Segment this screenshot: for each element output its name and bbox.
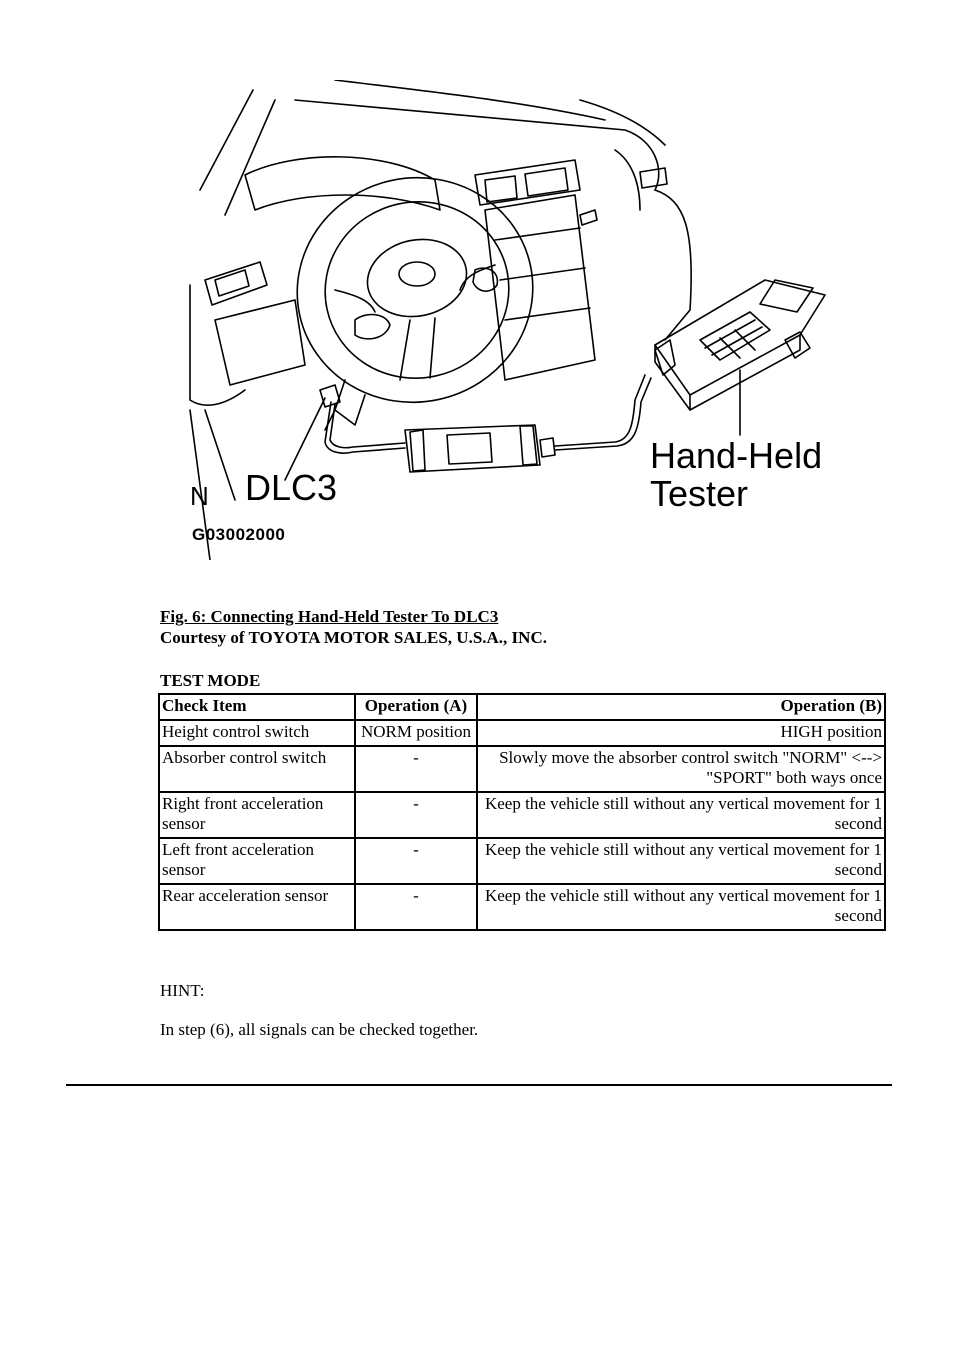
cell-operation-b: Slowly move the absorber control switch "NORM" <--> "SPORT" both ways once xyxy=(477,746,885,792)
switch-pad xyxy=(355,315,390,339)
tester-label-line2: Tester xyxy=(650,473,749,514)
spoke xyxy=(430,318,435,378)
cable xyxy=(330,404,405,448)
cell-operation-a: - xyxy=(355,884,477,930)
left-vent xyxy=(215,270,249,296)
table-row xyxy=(159,838,885,884)
dash-top-line xyxy=(295,100,659,190)
table-row xyxy=(159,720,885,746)
test-mode-table xyxy=(158,693,886,931)
cell-check-item: Absorber control switch xyxy=(159,746,355,792)
table-row xyxy=(159,792,885,838)
cell-check-item: Rear acceleration sensor xyxy=(159,884,355,930)
right-vent xyxy=(640,168,667,188)
windshield-line xyxy=(225,100,275,215)
figure-caption xyxy=(160,606,547,648)
header-operation-a: Operation (A) xyxy=(355,694,477,720)
cable xyxy=(555,378,651,450)
center-vent xyxy=(475,160,580,205)
adapter-connector xyxy=(520,426,537,465)
cell-operation-a: - xyxy=(355,792,477,838)
page-divider xyxy=(66,1084,892,1086)
figure-title-link[interactable]: Fig. 6: Connecting Hand-Held Tester To DLC3 xyxy=(160,607,499,626)
center-console xyxy=(485,195,595,380)
tester-label-line1: Hand-Held xyxy=(650,435,823,476)
dash-top-line xyxy=(580,100,665,145)
section-title: TEST MODE xyxy=(160,671,261,690)
n-mark-label: N xyxy=(190,481,209,511)
console-line xyxy=(495,228,580,240)
door-line xyxy=(205,410,235,500)
horn-emblem xyxy=(399,262,435,286)
table-row xyxy=(159,746,885,792)
dlc3-label: DLC3 xyxy=(245,467,338,508)
console-line xyxy=(505,308,590,320)
dash-panel xyxy=(655,190,691,340)
figure-code: G03002000 xyxy=(192,525,286,544)
hint-text: In step (6), all signals can be checked together. xyxy=(160,1020,479,1039)
table-row xyxy=(159,884,885,930)
left-vent xyxy=(205,262,267,305)
center-vent xyxy=(485,176,517,202)
hint-label: HINT: xyxy=(160,981,205,1000)
cell-check-item: Right front acceleration sensor xyxy=(159,792,355,838)
console-line xyxy=(500,268,585,280)
center-vent xyxy=(525,168,568,196)
adapter-window xyxy=(447,433,492,464)
cell-operation-a: - xyxy=(355,838,477,884)
adapter-connector xyxy=(410,430,425,471)
figure-courtesy: Courtesy of TOYOTA MOTOR SALES, U.S.A., INC. xyxy=(160,628,547,647)
cell-operation-b: HIGH position xyxy=(477,720,885,746)
dash-panel xyxy=(615,150,640,210)
cable xyxy=(555,375,645,446)
cell-operation-a: - xyxy=(355,746,477,792)
left-panel xyxy=(215,300,305,385)
cell-operation-b: Keep the vehicle still without any vertical movement for 1 second xyxy=(477,838,885,884)
header-operation-b: Operation (B) xyxy=(477,694,885,720)
cell-check-item: Left front acceleration sensor xyxy=(159,838,355,884)
cell-operation-a: NORM position xyxy=(355,720,477,746)
header-check-item: Check Item xyxy=(159,694,355,720)
cell-check-item: Height control switch xyxy=(159,720,355,746)
dash-top-line xyxy=(335,80,605,120)
cell-operation-b: Keep the vehicle still without any vertical movement for 1 second xyxy=(477,884,885,930)
table-header-row xyxy=(159,694,885,720)
cell-operation-b: Keep the vehicle still without any vertical movement for 1 second xyxy=(477,792,885,838)
spoke xyxy=(400,320,410,380)
adapter-end xyxy=(540,438,555,457)
glovebox-latch xyxy=(580,210,597,225)
steering-hub xyxy=(360,230,474,325)
